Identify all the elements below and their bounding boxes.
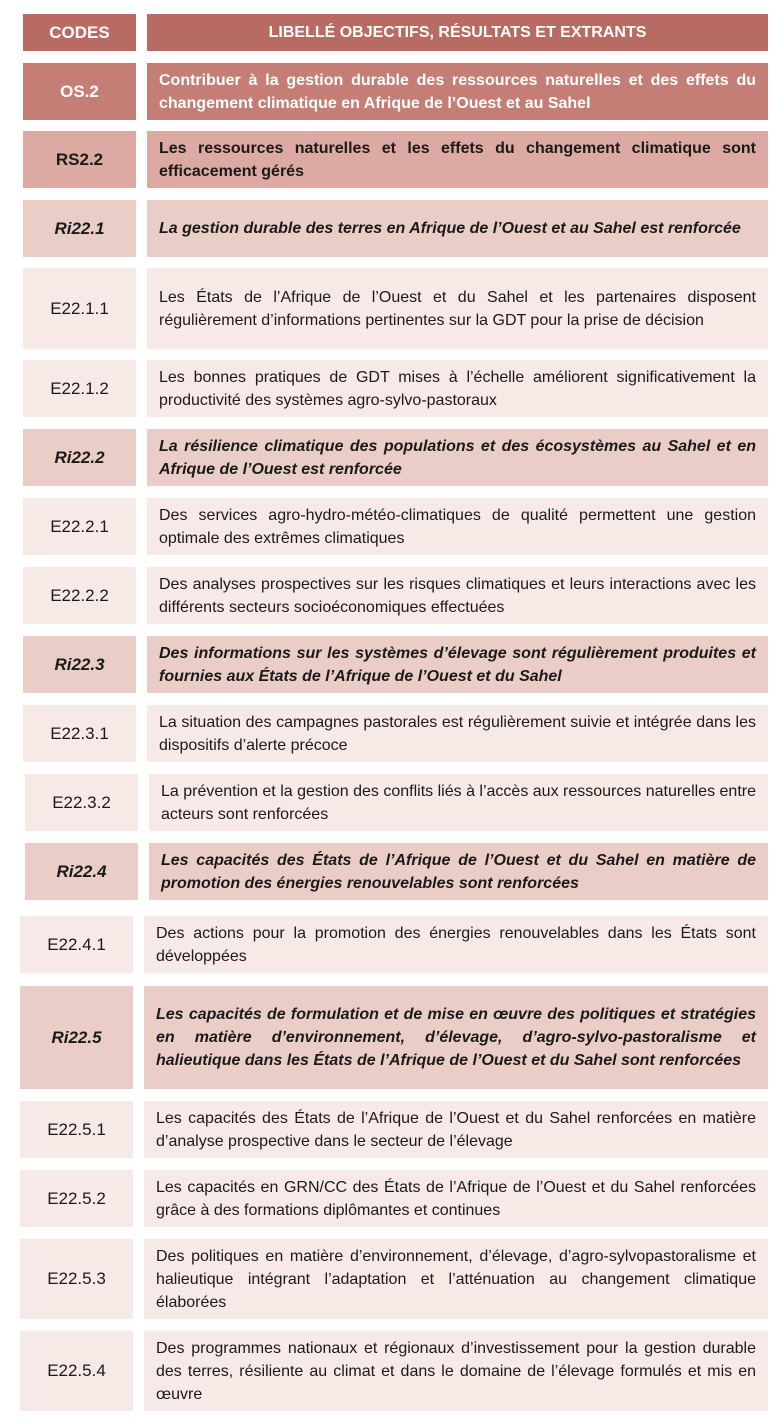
- table-row: [0, 1101, 784, 1158]
- row-label: La situation des campagnes pastorales est régulièrement suivie et intégrée dans les dispositifs d’alerte précoce: [147, 705, 768, 762]
- row-code: E22.3.2: [25, 774, 138, 831]
- row-code: Ri22.1: [23, 200, 136, 257]
- table-row: [0, 131, 784, 188]
- table-row: [0, 774, 784, 831]
- row-label: Les États de l’Afrique de l’Ouest et du Sahel et les partenaires disposent régulièrement d’informations pertinentes sur la GDT pour la prise de décision: [147, 268, 768, 349]
- row-code: E22.5.4: [20, 1331, 133, 1411]
- row-code: Ri22.3: [23, 636, 136, 693]
- row-code: Ri22.5: [20, 986, 133, 1089]
- table-row: [0, 1331, 784, 1411]
- row-code: E22.2.2: [23, 567, 136, 624]
- row-label: Des programmes nationaux et régionaux d’investissement pour la gestion durable des terres, résiliente au climat et dans le domaine de l’élevage formulés et mis en œuvre: [144, 1331, 768, 1411]
- row-label: Des actions pour la promotion des énergies renouvelables dans les États sont développées: [144, 916, 768, 973]
- row-code: E22.4.1: [20, 916, 133, 973]
- row-label: Les capacités en GRN/CC des États de l’Afrique de l’Ouest et du Sahel renforcées grâce à des formations diplômantes et continues: [144, 1170, 768, 1227]
- row-label: Des informations sur les systèmes d’élevage sont régulièrement produites et fournies aux États de l’Afrique de l’Ouest et du Sahel: [147, 636, 768, 693]
- table-row: [0, 705, 784, 762]
- row-label: La prévention et la gestion des conflits liés à l’accès aux ressources naturelles entre acteurs sont renforcées: [149, 774, 768, 831]
- row-label: Des services agro-hydro-météo-climatiques de qualité permettent une gestion optimale des extrêmes climatiques: [147, 498, 768, 555]
- row-label: Contribuer à la gestion durable des ressources naturelles et des effets du changement climatique en Afrique de l’Ouest et au Sahel: [147, 63, 768, 120]
- table-row: [0, 63, 784, 120]
- table-row: [0, 567, 784, 624]
- row-label: Les capacités des États de l’Afrique de l’Ouest et du Sahel renforcées en matière d’analyse prospective dans le secteur de l’élevage: [144, 1101, 768, 1158]
- table-row: [0, 200, 784, 257]
- table-row: [0, 1170, 784, 1227]
- row-code: E22.1.2: [23, 360, 136, 417]
- row-code: E22.3.1: [23, 705, 136, 762]
- table-row: [0, 498, 784, 555]
- table-header: [0, 14, 784, 51]
- row-label: Les bonnes pratiques de GDT mises à l’échelle améliorent significativement la productivité des systèmes agro-sylvo-pastoraux: [147, 360, 768, 417]
- row-label: Des analyses prospectives sur les risques climatiques et leurs interactions avec les différents secteurs socioéconomiques effectuées: [147, 567, 768, 624]
- row-code: E22.1.1: [23, 268, 136, 349]
- row-label: La résilience climatique des populations et des écosystèmes au Sahel et en Afrique de l’Ouest est renforcée: [147, 429, 768, 486]
- row-code: Ri22.4: [25, 843, 138, 900]
- row-label: Les capacités des États de l’Afrique de l’Ouest et du Sahel en matière de promotion des énergies renouvelables sont renforcées: [149, 843, 768, 900]
- row-code: E22.5.2: [20, 1170, 133, 1227]
- table-row: [0, 636, 784, 693]
- table-row: [0, 360, 784, 417]
- row-code: OS.2: [23, 63, 136, 120]
- table-row: [0, 1239, 784, 1319]
- row-label: Les ressources naturelles et les effets du changement climatique sont efficacement gérés: [147, 131, 768, 188]
- row-code: E22.5.3: [20, 1239, 133, 1319]
- row-label: Des politiques en matière d’environnement, d’élevage, d’agro-sylvopastoralisme et halieutique intégrant l’adaptation et l’atténuation au changement climatique élaborées: [144, 1239, 768, 1319]
- table-row: [0, 916, 784, 973]
- table-row: [0, 429, 784, 486]
- row-label: La gestion durable des terres en Afrique de l’Ouest et au Sahel est renforcée: [147, 200, 768, 257]
- row-code: RS2.2: [23, 131, 136, 188]
- row-code: Ri22.2: [23, 429, 136, 486]
- row-label: Les capacités de formulation et de mise en œuvre des politiques et stratégies en matière d’environnement, d’élevage, d’agro-sylvo-pastoralisme et halieutique dans les États de l’Afrique de l’Ouest et du Sahel sont renforcées: [144, 986, 768, 1089]
- table-row: [0, 986, 784, 1089]
- table-row: [0, 268, 784, 349]
- row-code: E22.2.1: [23, 498, 136, 555]
- table-row: [0, 843, 784, 900]
- codes-column-header: CODES: [23, 14, 136, 51]
- label-column-header: LIBELLÉ OBJECTIFS, RÉSULTATS ET EXTRANTS: [147, 14, 768, 51]
- row-code: E22.5.1: [20, 1101, 133, 1158]
